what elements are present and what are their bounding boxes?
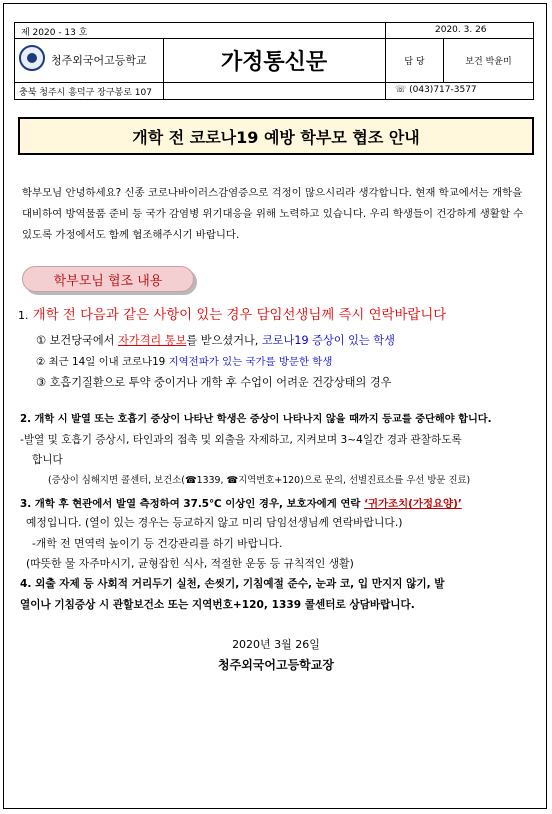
footer-date: 2020년 3월 26일 xyxy=(232,638,320,651)
school-address: 충북 청주시 흥덕구 장구봉로 107 xyxy=(19,88,152,98)
item4-line2: 열이나 기침증상 시 관할보건소 또는 지역번호+120, 1339 콜센터로 상담바랍니다. xyxy=(20,599,415,611)
footer-signature: 청주외국어고등학교장 xyxy=(218,658,334,672)
item1-sub3: ③ 호흡기질환으로 투약 중이거나 개학 후 수업이 어려운 건강상태의 경우 xyxy=(36,376,392,389)
item1-sub1: ① 보건당국에서 자가격리 통보를 받으셨거나, 코로나19 증상이 있는 학생 xyxy=(36,334,395,347)
item2-line4: (증상이 심해지면 콜센터, 보건소(☎1339, ☎지역번호+120)으로 문의, 선별진료소를 우선 방문 진료) xyxy=(48,475,471,486)
item3-line2: 예정입니다. (열이 있는 경우는 등교하지 않고 미리 담임선생님께 연락바랍니다.) xyxy=(26,516,403,529)
issue-date: 2020. 3. 26 xyxy=(435,25,487,35)
school-name: 청주외국어고등학교 xyxy=(51,54,147,67)
item1-sub2: ② 최근 14일 이내 코로나19 지역전파가 있는 국가를 방문한 학생 xyxy=(36,356,333,368)
item2-line1: 2. 개학 시 발열 또는 호흡기 증상이 나타난 학생은 증상이 나타나지 않을 때까지 등교를 중단해야 합니다. xyxy=(20,414,492,425)
manager-value: 보건 박윤미 xyxy=(465,57,512,67)
item3-line1: 3. 개학 후 현관에서 발열 측정하여 37.5℃ 이상인 경우, 보호자에게 연락 ‘귀가조치(가정요양)’ xyxy=(20,498,462,510)
intro-paragraph: 학부모님 안녕하세요? 신종 코로나바이러스감염증으로 걱정이 많으시리라 생각합니다. 현재 학교에서는 개학을 대비하여 방역물품 준비 등 국가 감염병 위기대응을 위해 노력하고 있습니다. 우리 학생들이 건강하게 생활할 수 있도록 가정에서도 함께 협조해주시기 바랍니다. xyxy=(22,187,524,241)
school-phone: ☏ (043)717-3577 xyxy=(395,85,477,95)
section-title-pill xyxy=(22,266,194,292)
item3-line3: -개학 전 면역력 높이기 등 건강관리를 하기 바랍니다. xyxy=(32,537,283,550)
issue-number: 제 2020 - 13 호 xyxy=(21,28,88,38)
document-title: 가정통신문 xyxy=(220,50,328,75)
notice-title: 개학 전 코로나19 예방 학부모 협조 안내 xyxy=(132,127,420,147)
item2-line3: 합니다 xyxy=(32,454,63,466)
notice-title-banner xyxy=(18,117,534,155)
section-title: 학부모님 협조 내용 xyxy=(53,273,163,289)
school-logo xyxy=(19,45,45,71)
manager-label: 담 당 xyxy=(404,57,425,67)
item2-line2: -발열 및 호흡기 증상시, 타인과의 접촉 및 외출을 자제하고, 지켜보며 3~4일간 경과 관찰하도록 xyxy=(20,434,462,446)
item1-heading: 1. 개학 전 다음과 같은 사항이 있는 경우 담임선생님께 즉시 연락바랍니다 xyxy=(18,308,447,323)
document-header-table xyxy=(14,22,534,100)
item4-line1: 4. 외출 자제 등 사회적 거리두기 실천, 손씻기, 기침예절 준수, 눈과 코, 입 만지지 않기, 발 xyxy=(20,578,445,590)
item3-line4: (따뜻한 물 자주마시기, 균형잡힌 식사, 적절한 운동 등 규칙적인 생활) xyxy=(26,557,354,570)
